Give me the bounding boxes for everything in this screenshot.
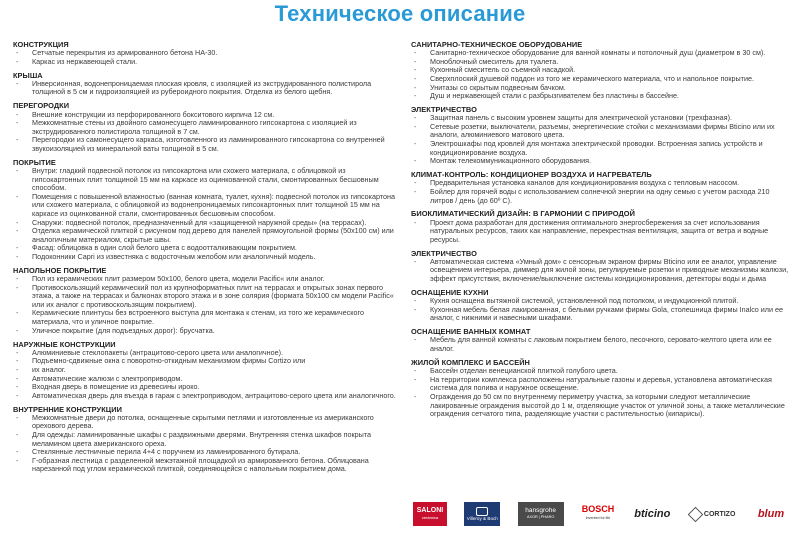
spec-item: - Защитная панель с высоким уровнем защиты для электрической установки (трехфазная).: [411, 114, 789, 123]
section-heading: ПЕРЕГОРОДКИ: [13, 101, 70, 111]
page-title: Техническое описание: [274, 1, 526, 26]
bticino-logo-text: bticino: [634, 508, 671, 520]
spec-item: - Стеклянные лестничные перила 4+4 с поручнем из ламинированного бутирала.: [13, 448, 399, 457]
spec-item: - Бойлер для горячей воды с использованием солнечной энергии на одну семью с учетом расхода 210 литров / день (до 60º С).: [411, 188, 789, 205]
spec-section: [411, 105, 789, 166]
bosch-logo-subtext: Invented for life: [585, 516, 611, 520]
villeroy-boch-logo: [464, 502, 500, 526]
spec-section: [411, 327, 789, 353]
spec-item: - Проект дома разработан для достижения оптимального энергосбережения за счет использования натуральных ресурсов, таких как направление, перекрестная вентиляция, защита от ветра и водные ресурсы.: [411, 219, 789, 245]
spec-section: [411, 40, 789, 101]
spec-section: [13, 405, 399, 474]
hansgrohe-logo-subtext: AXOR | PHARO: [526, 515, 555, 519]
spec-item: - Бассейн отделан венецианской плиткой голубого цвета.: [411, 367, 789, 376]
section-heading: КЛИМАТ-КОНТРОЛЬ: КОНДИЦИОНЕР ВОЗДУХА И НАГРЕВАТЕЛЬ: [411, 170, 652, 180]
spec-section: [411, 288, 789, 323]
cortizo-mark-icon: [688, 506, 704, 522]
bosch-logo: [581, 502, 615, 526]
spec-section: [411, 170, 789, 205]
saloni-logo: [413, 502, 447, 526]
hansgrohe-logo: [518, 502, 564, 526]
spec-item: - Сетевые розетки, выключатели, разъемы, энергетические стойки с механизмами фирмы Bticino или их аналоги, алюминиевого матового цвета.: [411, 123, 789, 140]
spec-item: - Электрошкафы под кровлей для монтажа электрической проводки. Встроенная запись устройств и кондиционирование воздуха.: [411, 140, 789, 157]
spec-item: - Автоматическая дверь для въезда в гараж с электроприводом, антрацитово-серого цвета или аналогичного.: [13, 392, 399, 401]
spec-item: - Кухонный смеситель со съемной насадкой.: [411, 66, 789, 75]
spec-item: - Г-образная лестница с разделенной межэтажной площадкой из армированного бетона. Облицована нарезанной под углом керамической плиткой, соединяющейся с напольным покрытием дома.: [13, 457, 399, 474]
spec-item: - Межкомнатные двери до потолка, оснащенные скрытыми петлями и изготовленные из американского орехового дерева.: [13, 414, 399, 431]
blum-logo-text: blum: [757, 508, 785, 520]
spec-item: - Ограждения до 50 см по внутреннему периметру участка, за которыми следуют металлические лакированные ограждения высотой до 1 м, отделяющие участок от уличной зоны, а также металлические ограждения сетчатого типа, разделяющие участки с растительностью (кипарисы).: [411, 393, 789, 419]
spec-item: - Подоконники Capri из известняка с водосточным желобом или аналогичный модель.: [13, 253, 399, 262]
villeroy-boch-logo-text: Villeroy & Boch: [466, 515, 498, 521]
spec-item: - Унитазы со скрытым подвесным бачком.: [411, 84, 789, 93]
spec-item: - Противоскользящий керамический пол из крупноформатных плит на террасах и открытых зонах первого этажа, а также на террасах и балконах второго этажа и в зоне солярия (формата 50x100 см модели Pacific« или их аналог с противоскользящим покрытием).: [13, 284, 399, 310]
spec-section: [411, 209, 789, 244]
spec-item: - Сверхплоский душевой поддон из того же керамического материала, что и напольное покрытие.: [411, 75, 789, 84]
spec-item: - их аналог.: [13, 366, 399, 375]
section-heading: ВНУТРЕННИЕ КОНСТРУКЦИИ: [13, 404, 122, 414]
section-heading: САНИТАРНО-ТЕХНИЧЕСКОЕ ОБОРУДОВАНИЕ: [411, 40, 583, 49]
bosch-logo-text: BOSCH: [581, 504, 615, 514]
spec-item: - Подъемно-сдвижные окна с поворотно-откидным механизмом фирмы Cortizo или: [13, 357, 399, 366]
spec-item: - Для одежды: ламинированные шкафы с раздвижными дверями. Внутренняя стенка шкафов покрыта меламином цвета американского ореха.: [13, 431, 399, 448]
spec-section: [411, 358, 789, 419]
spec-item: - Внешние конструкции из перфорированного бокситового кирпича 12 см.: [13, 111, 399, 120]
saloni-logo-subtext: cerámica: [421, 515, 439, 520]
blum-logo: [753, 502, 789, 526]
spec-section: [13, 266, 399, 335]
spec-section: [13, 40, 399, 66]
spec-item: - Автоматическая система «Умный дом» с сенсорным экраном фирмы Bticino или ее аналог, управление освещением интерьера, диммер для жилой зоны, регулируемые розетки и приводные механизмы жалюзи, эффект присутствия, включение/выключение системы кондиционирования, детекторы воды и дыма: [411, 258, 789, 284]
spec-item: - Санитарно-техническое оборудование для ванной комнаты и потолочный душ (диаметром в 30 см).: [411, 49, 789, 58]
spec-item: - Монтаж телекоммуникационного оборудования.: [411, 157, 789, 166]
spec-item: - Фасад: облицовка в один слой белого цвета с водоотталкивающим покрытием.: [13, 244, 399, 253]
spec-item: - Каркас из нержавеющей стали.: [13, 58, 399, 67]
cortizo-logo: [690, 502, 736, 526]
section-heading: БИОКЛИМАТИЧЕСКИЙ ДИЗАЙН: В ГАРМОНИИ С ПРИРОДОЙ: [411, 209, 635, 219]
section-heading: КОНСТРУКЦИЯ: [13, 40, 69, 49]
section-heading: ЭЛЕКТРИЧЕСТВО: [411, 248, 477, 258]
spec-section: [13, 340, 399, 401]
left-column: [13, 40, 399, 478]
section-heading: ПОКРЫТИЕ: [13, 157, 56, 167]
spec-item: - Кухня оснащена вытяжной системой, установленной под потолком, и индукционной плитой.: [411, 297, 789, 306]
spec-section: [13, 71, 399, 97]
section-heading: НАРУЖНЫЕ КОНСТРУКЦИИ: [13, 339, 116, 349]
section-heading: ОСНАЩЕНИЕ КУХНИ: [411, 287, 489, 297]
spec-item: - Керамические плинтусы без встроенного выступа для монтажа к стенам, из того же керамического материала, что и уличное покрытие.: [13, 309, 399, 326]
saloni-logo-text: SALONI: [416, 507, 444, 514]
spec-item: - Алюминиевые стеклопакеты (антрацитово-серого цвета или аналогичное).: [13, 349, 399, 358]
bticino-logo: [632, 502, 672, 526]
spec-section: [411, 249, 789, 284]
spec-item: - Перегородки из самонесущего каркаса, изготовленного из ламинированного гипсокартона со внутренней звукоизоляцией из минеральной ваты толщиной в 5 см.: [13, 136, 399, 153]
spec-item: - Пол из керамических плит размером 50x100, белого цвета, модели Pacific« или аналог.: [13, 275, 399, 284]
spec-item: - Душ и нержавеющей стали с разбрызгивателем без пластины в бассейне.: [411, 92, 789, 101]
spec-item: - Помещения с повышенной влажностью (ванная комната, туалет, кухня): подвесной потолок из гипсокартона или схожего материала, с облицовкой из водонепроницаемых гипсокартонных плит толщиной 15 мм на каркасе из оцинкованной стали, смонтированных бесшовным способом.: [13, 193, 399, 219]
spec-item: - Внутри: гладкий подвесной потолок из гипсокартона или схожего материала, с облицовкой из гипсокартонных плит толщиной 15 мм на каркасе из оцинкованной стали, смонтированных бесшовным способом.: [13, 167, 399, 193]
spec-item: - Отделка керамической плиткой с рисунком под дерево для панелей прямоугольной формы (50x100 см) или аналогичным материалом, скрытые швы.: [13, 227, 399, 244]
spec-item: - Входная дверь в помещение из древесины ироко.: [13, 383, 399, 392]
spec-item: - Предварительная установка каналов для кондиционирования воздуха с тепловым насосом.: [411, 179, 789, 188]
spec-item: - Моноблочный смеситель для туалета.: [411, 58, 789, 67]
section-heading: НАПОЛЬНОЕ ПОКРЫТИЕ: [13, 265, 107, 275]
spec-item: - Автоматические жалюзи с электроприводом.: [13, 375, 399, 384]
cortizo-logo-text: CORTIZO: [703, 510, 736, 518]
spec-section: [13, 158, 399, 262]
section-heading: ЖИЛОЙ КОМПЛЕКС И БАССЕЙН: [411, 357, 530, 367]
section-heading: ОСНАЩЕНИЕ ВАННЫХ КОМНАТ: [411, 327, 531, 337]
hansgrohe-logo-text: hansgrohe: [525, 507, 557, 514]
spec-item: - Уличное покрытие (для подъездных дорог): брусчатка.: [13, 327, 399, 336]
spec-item: - Инверсионная, водонепроницаемая плоская кровля, с изоляцией из экструдированного полистирола толщиной в 5 см и гидроизоляцией из рубероидного покрытия. Отделка из белого щебня.: [13, 80, 399, 97]
section-heading: КРЫША: [13, 70, 43, 80]
spec-item: - На территории комплекса расположены натуральные газоны и деревья, установлена автоматическая система для полива и наружное освещение.: [411, 376, 789, 393]
spec-item: - Мебель для ванной комнаты с лаковым покрытием белого, песочного, серовато-желтого цвета или ее аналог.: [411, 336, 789, 353]
spec-section: [13, 101, 399, 153]
villeroy-boch-mark-icon: [476, 507, 488, 516]
section-heading: ЭЛЕКТРИЧЕСТВО: [411, 105, 477, 115]
spec-item: - Снаружи: подвесной потолок, предназначенный для «защищенной наружной среды» (на террасах).: [13, 219, 399, 228]
spec-item: - Кухонная мебель белая лакированная, с белыми ручками фирмы Gola, столешница фирмы Inalco или ее аналог, с нижними и навесными шкафами.: [411, 306, 789, 323]
spec-item: - Межкомнатные стены из двойного самонесущего ламинированного гипсокартона с изоляцией из экструдированного полистирола толщиной в 7 см.: [13, 119, 399, 136]
partner-logos: [413, 500, 789, 528]
right-column: [411, 40, 789, 423]
spec-item: - Сетчатые перекрытия из армированного бетона НА-30.: [13, 49, 399, 58]
